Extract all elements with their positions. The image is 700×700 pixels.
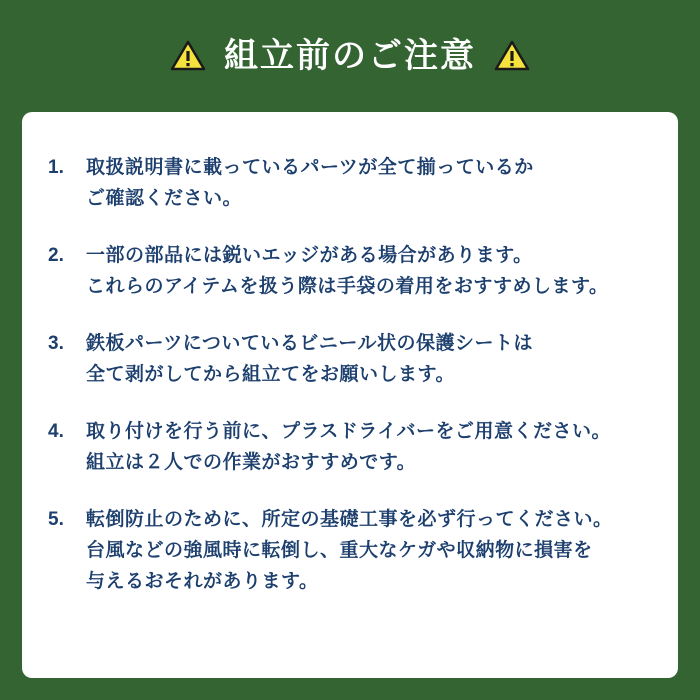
list-item xyxy=(48,152,652,214)
list-item-number: 2. xyxy=(48,245,64,266)
list-item-text xyxy=(86,504,652,597)
list-item-line: 一部の部品には鋭いエッジがある場合があります。 xyxy=(86,245,533,266)
list-item-text xyxy=(86,240,652,302)
list-item-text xyxy=(86,328,652,390)
list-item xyxy=(48,240,652,302)
list-item-line: 組立は２人での作業がおすすめです。 xyxy=(86,452,417,473)
notice-list xyxy=(48,152,652,597)
list-item-line: 鉄板パーツについているビニール状の保護シートは xyxy=(86,333,533,354)
list-item xyxy=(48,416,652,478)
list-item-number: 3. xyxy=(48,333,64,354)
warning-triangle-icon xyxy=(494,40,530,72)
warning-triangle-icon xyxy=(170,40,206,72)
list-item-line: 取扱説明書に載っているパーツが全て揃っているか xyxy=(86,157,534,178)
list-item-number: 1. xyxy=(48,157,64,178)
list-item-line: これらのアイテムを扱う際は手袋の着用をおすすめします。 xyxy=(86,276,609,297)
list-item-line: 与えるおそれがあります。 xyxy=(86,571,319,592)
list-item-number: 4. xyxy=(48,421,64,442)
list-item-text xyxy=(86,416,652,478)
list-item-line: ご確認ください。 xyxy=(86,188,243,209)
list-item-line: 全て剥がしてから組立てをお願いします。 xyxy=(86,364,455,385)
page-title: 組立前のご注意 xyxy=(224,37,476,75)
notice-card xyxy=(22,112,678,678)
list-item xyxy=(48,328,652,390)
page-header xyxy=(0,0,700,112)
list-item-line: 台風などの強風時に転倒し、重大なケガや収納物に損害を xyxy=(86,540,593,561)
list-item-number: 5. xyxy=(48,509,64,530)
list-item xyxy=(48,504,652,597)
list-item-line: 転倒防止のために、所定の基礎工事を必ず行ってください。 xyxy=(86,509,613,530)
list-item-text xyxy=(86,152,652,214)
list-item-line: 取り付けを行う前に、プラスドライバーをご用意ください。 xyxy=(86,421,611,442)
